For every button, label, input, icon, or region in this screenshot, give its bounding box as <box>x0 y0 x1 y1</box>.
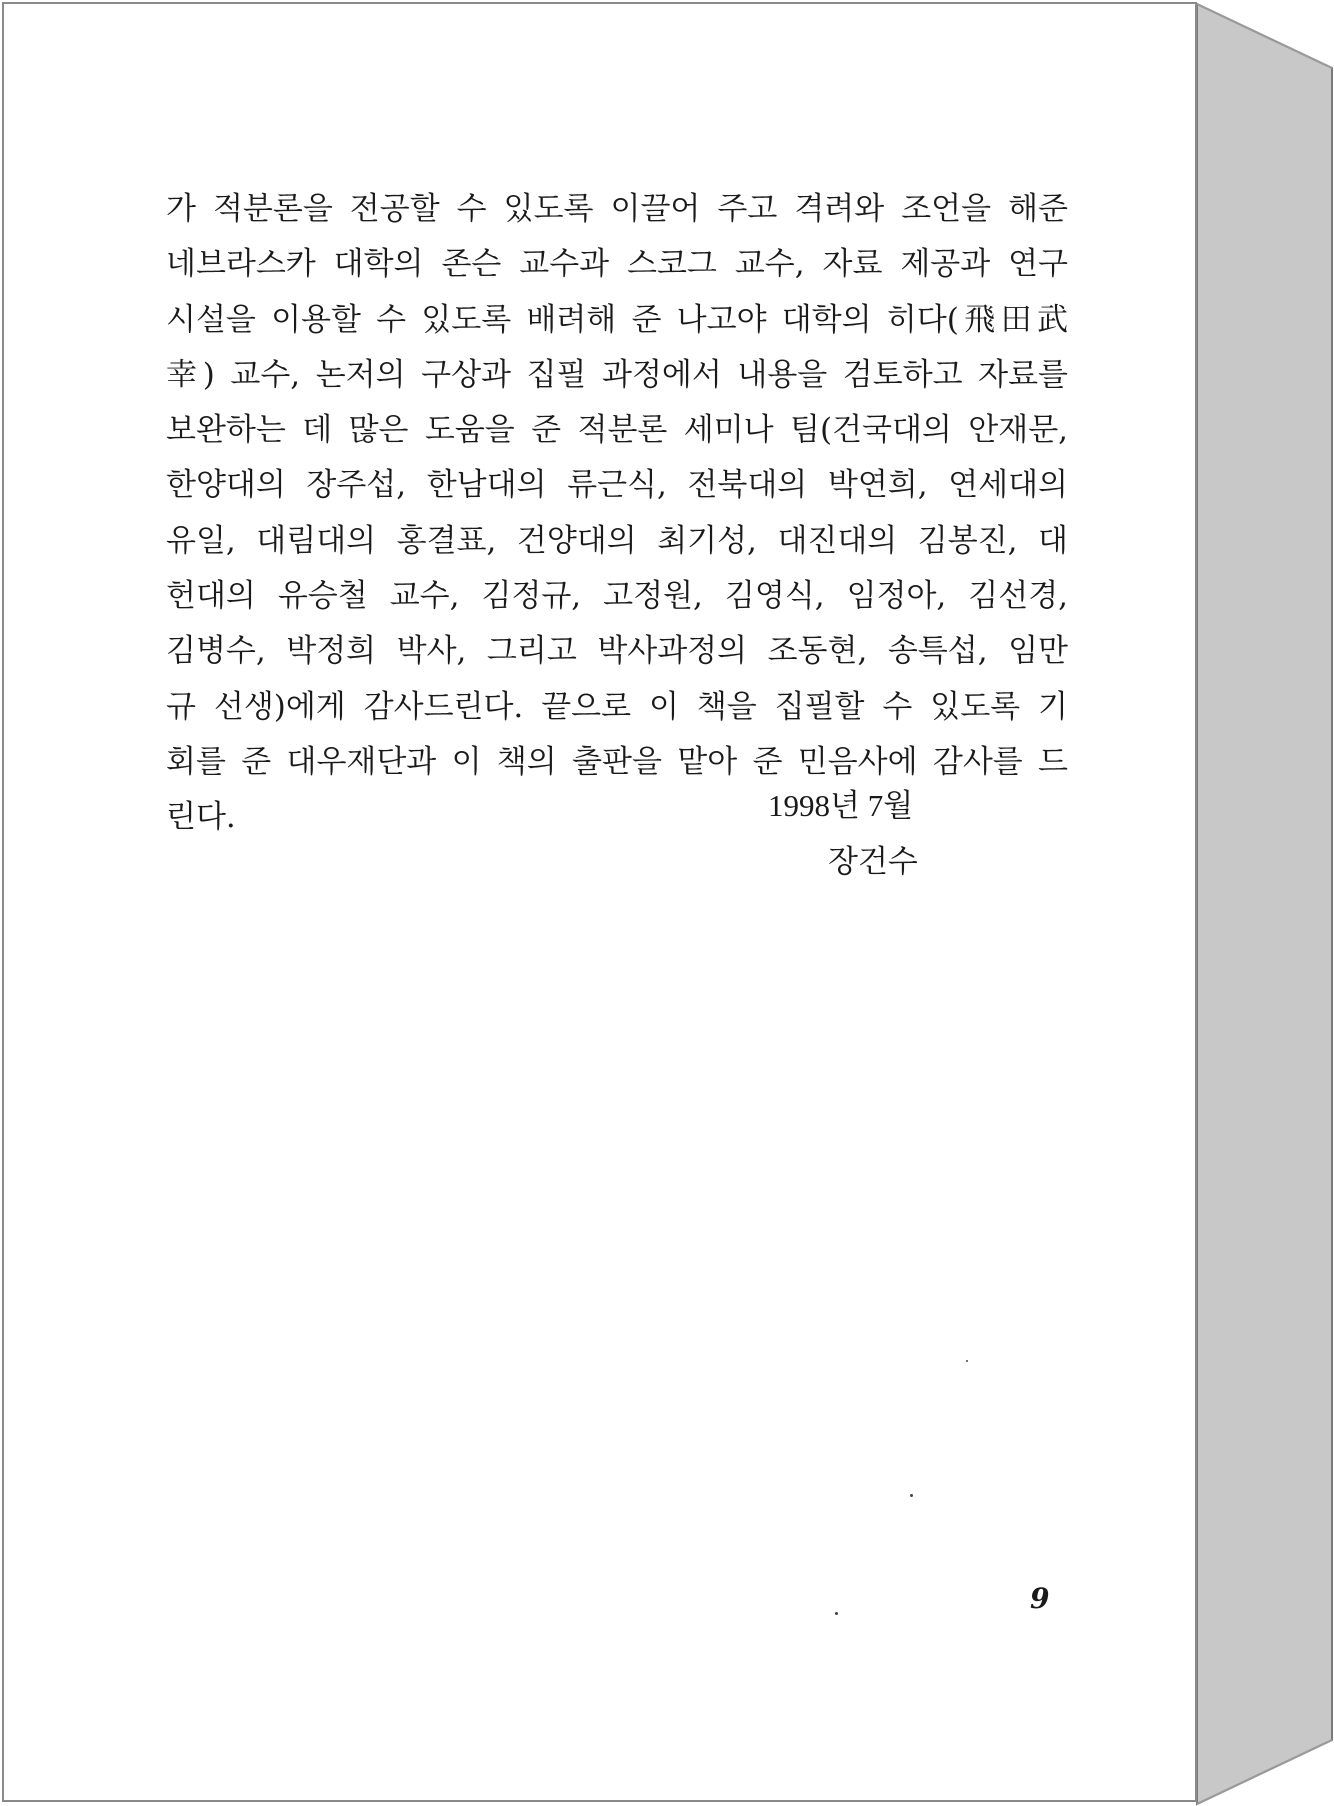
page-number: 9 <box>1030 1582 1050 1615</box>
paragraph-line: 가 적분론을 전공할 수 있도록 이끌어 주고 격려와 조언을 해준 <box>166 191 1068 227</box>
acknowledgment-paragraph <box>166 182 1068 846</box>
paragraph-line: 김병수, 박정희 박사, 그리고 박사과정의 조동현, 송특섭, 임만 <box>166 633 1068 670</box>
paragraph-line: 幸) 교수, 논저의 구상과 집필 과정에서 내용을 검토하고 자료를 <box>166 356 1068 393</box>
paragraph-line: 회를 준 대우재단과 이 책의 출판을 맡아 준 민음사에 감사를 드 <box>166 743 1068 780</box>
signoff-author: 장건수 <box>828 844 918 880</box>
paragraph-line: 헌대의 유승철 교수, 김정규, 고정원, 김영식, 임정아, 김선경, <box>166 578 1068 615</box>
paragraph-line: 한양대의 장주섭, 한남대의 류근식, 전북대의 박연희, 연세대의 <box>166 467 1068 504</box>
scan-speck <box>835 1612 838 1615</box>
paragraph-line: 네브라스카 대학의 존슨 교수과 스코그 교수, 자료 제공과 연구 <box>166 246 1068 283</box>
paragraph-line: 유일, 대림대의 홍결표, 건양대의 최기성, 대진대의 김봉진, 대 <box>166 522 1068 559</box>
scan-speck <box>966 1360 968 1362</box>
signoff-date: 1998년 7월 <box>768 788 914 823</box>
paragraph-line: 규 선생)에게 감사드린다. 끝으로 이 책을 집필할 수 있도록 기 <box>166 688 1068 725</box>
scan-speck <box>910 1494 913 1497</box>
paragraph-line: 시설을 이용할 수 있도록 배려해 준 나고야 대학의 히다(飛田武 <box>166 301 1068 338</box>
paragraph-line: 린다. <box>166 799 236 836</box>
paragraph-line: 보완하는 데 많은 도움을 준 적분론 세미나 팀(건국대의 안재문, <box>166 412 1068 449</box>
